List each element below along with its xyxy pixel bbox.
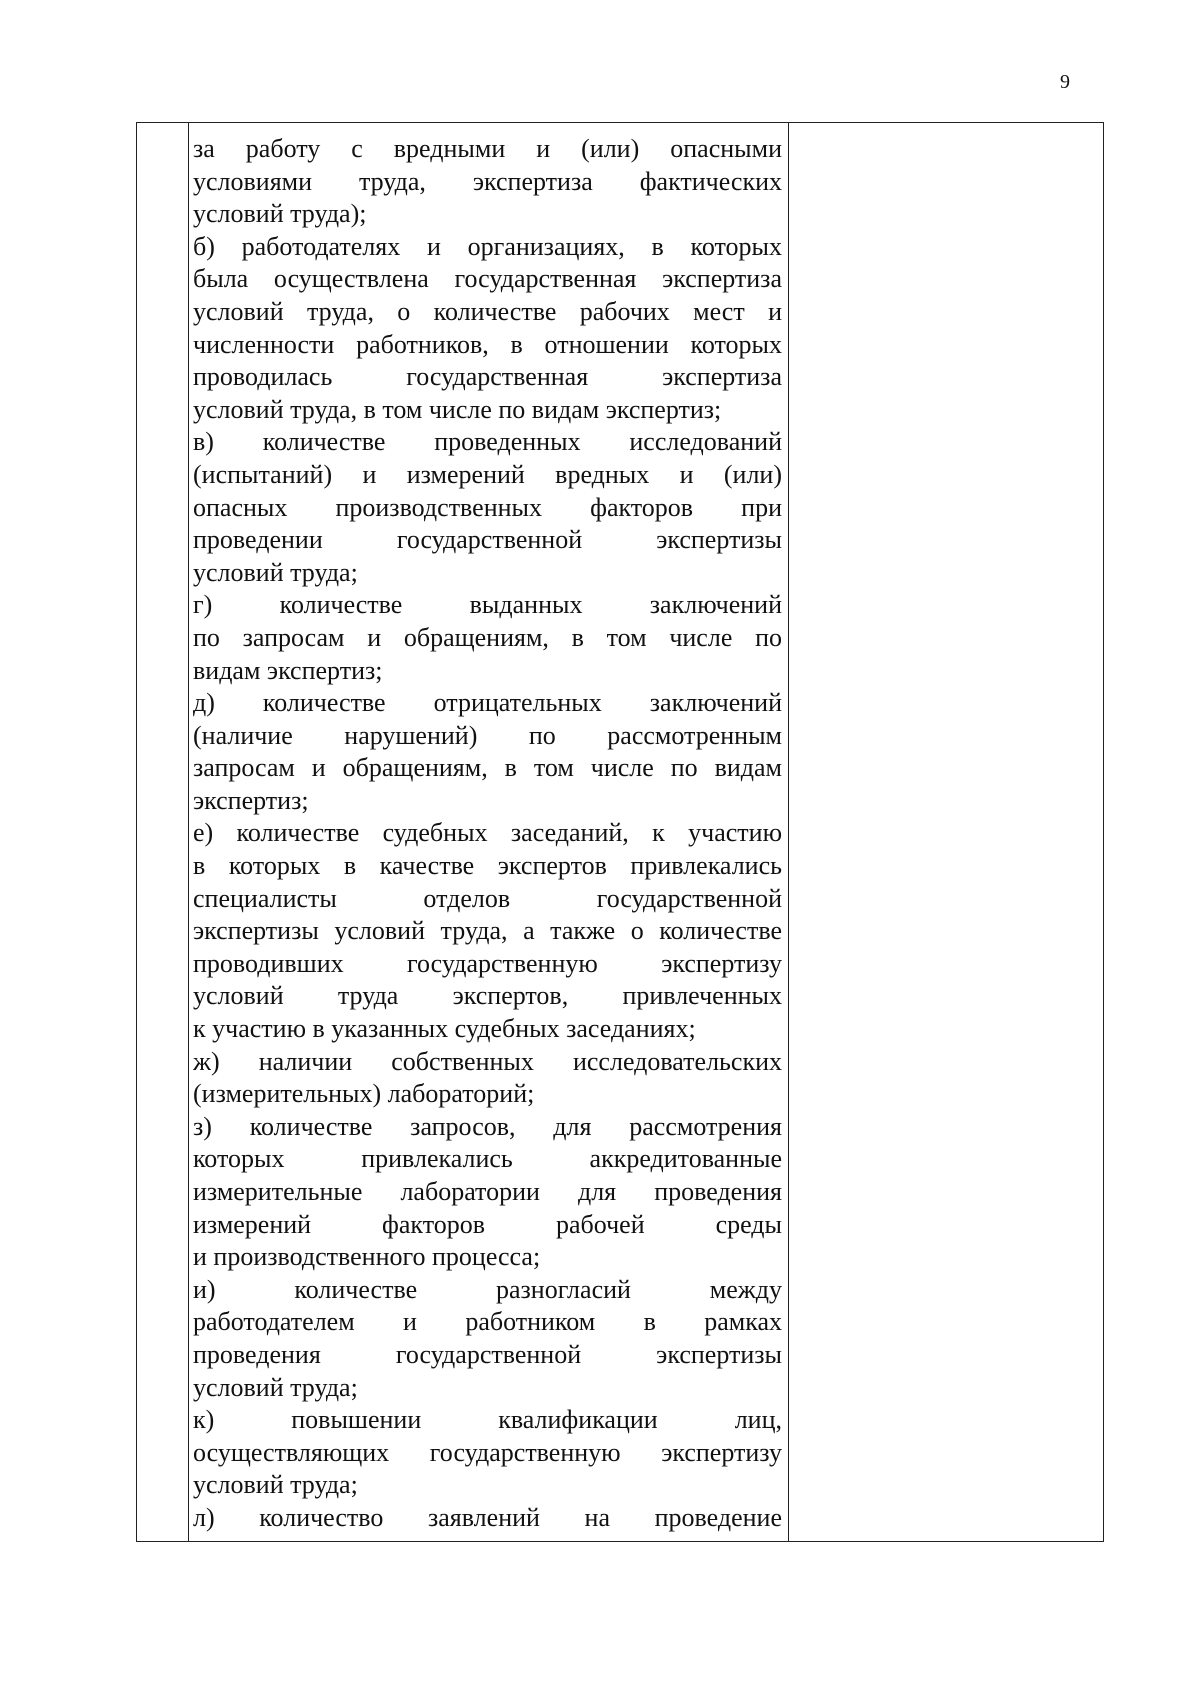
text-line: условий труда, о количестве рабочих мест и (193, 296, 782, 326)
text-line: экспертиз; (193, 785, 309, 815)
text-line: и) количестве разногласий между (193, 1274, 782, 1304)
page-number: 9 (1060, 71, 1070, 93)
text-line: условий труда экспертов, привлеченных (193, 981, 782, 1011)
text-line: е) количестве судебных заседаний, к участию (193, 818, 782, 848)
text-line: проведении государственной экспертизы (193, 525, 782, 555)
text-line: в которых в качестве экспертов привлекались (193, 851, 782, 881)
text-line: проведения государственной экспертизы (193, 1339, 782, 1369)
text-line: проводивших государственную экспертизу (193, 948, 782, 978)
text-line: численности работников, в отношении которых (193, 329, 782, 359)
text-line: условий труда); (193, 199, 367, 229)
text-line: экспертизы условий труда, а также о количестве (193, 916, 782, 946)
text-line: (наличие нарушений) по рассмотренным (193, 720, 782, 750)
text-line: специалисты отделов государственной (193, 883, 782, 913)
text-line: условиями труда, экспертиза фактических (193, 166, 782, 196)
text-line: и производственного процесса; (193, 1242, 541, 1272)
text-line: по запросам и обращениям, в том числе по (193, 622, 782, 652)
text-line: л) количество заявлений на проведение (193, 1502, 782, 1532)
text-line: (измерительных) лабораторий; (193, 1079, 535, 1109)
text-line: была осуществлена государственная экспертиза (193, 264, 782, 294)
table-cell-number (137, 123, 189, 1541)
text-line: осуществляющих государственную экспертизу (193, 1437, 782, 1467)
text-line: условий труда; (193, 1372, 358, 1402)
text-line: условий труда; (193, 1470, 358, 1500)
text-line: к участию в указанных судебных заседаниях; (193, 1014, 696, 1044)
text-line: запросам и обращениям, в том числе по видам (193, 753, 782, 783)
text-line: работодателем и работником в рамках (193, 1307, 782, 1337)
document-table (136, 122, 1104, 1542)
table-cell-empty (789, 123, 1103, 1541)
text-line: з) количестве запросов, для рассмотрения (193, 1111, 782, 1141)
text-line: ж) наличии собственных исследовательских (193, 1046, 782, 1076)
text-line: условий труда; (193, 557, 358, 587)
text-line: б) работодателях и организациях, в которых (193, 231, 782, 261)
table-cell-text (189, 123, 789, 1541)
text-line: измерений факторов рабочей среды (193, 1209, 782, 1239)
text-line: видам экспертиз; (193, 655, 383, 685)
text-line: условий труда, в том числе по видам экспертиз; (193, 394, 722, 424)
text-line: за работу с вредными и (или) опасными (193, 134, 782, 163)
text-line: в) количестве проведенных исследований (193, 427, 782, 457)
text-line: которых привлекались аккредитованные (193, 1144, 782, 1174)
text-line: (испытаний) и измерений вредных и (или) (193, 459, 782, 489)
text-line: измерительные лаборатории для проведения (193, 1177, 782, 1206)
text-line: к) повышении квалификации лиц, (193, 1405, 782, 1435)
text-line: г) количестве выданных заключений (193, 590, 782, 620)
text-line: опасных производственных факторов при (193, 492, 782, 522)
text-line: проводилась государственная экспертиза (193, 362, 782, 392)
text-line: д) количестве отрицательных заключений (193, 688, 782, 718)
